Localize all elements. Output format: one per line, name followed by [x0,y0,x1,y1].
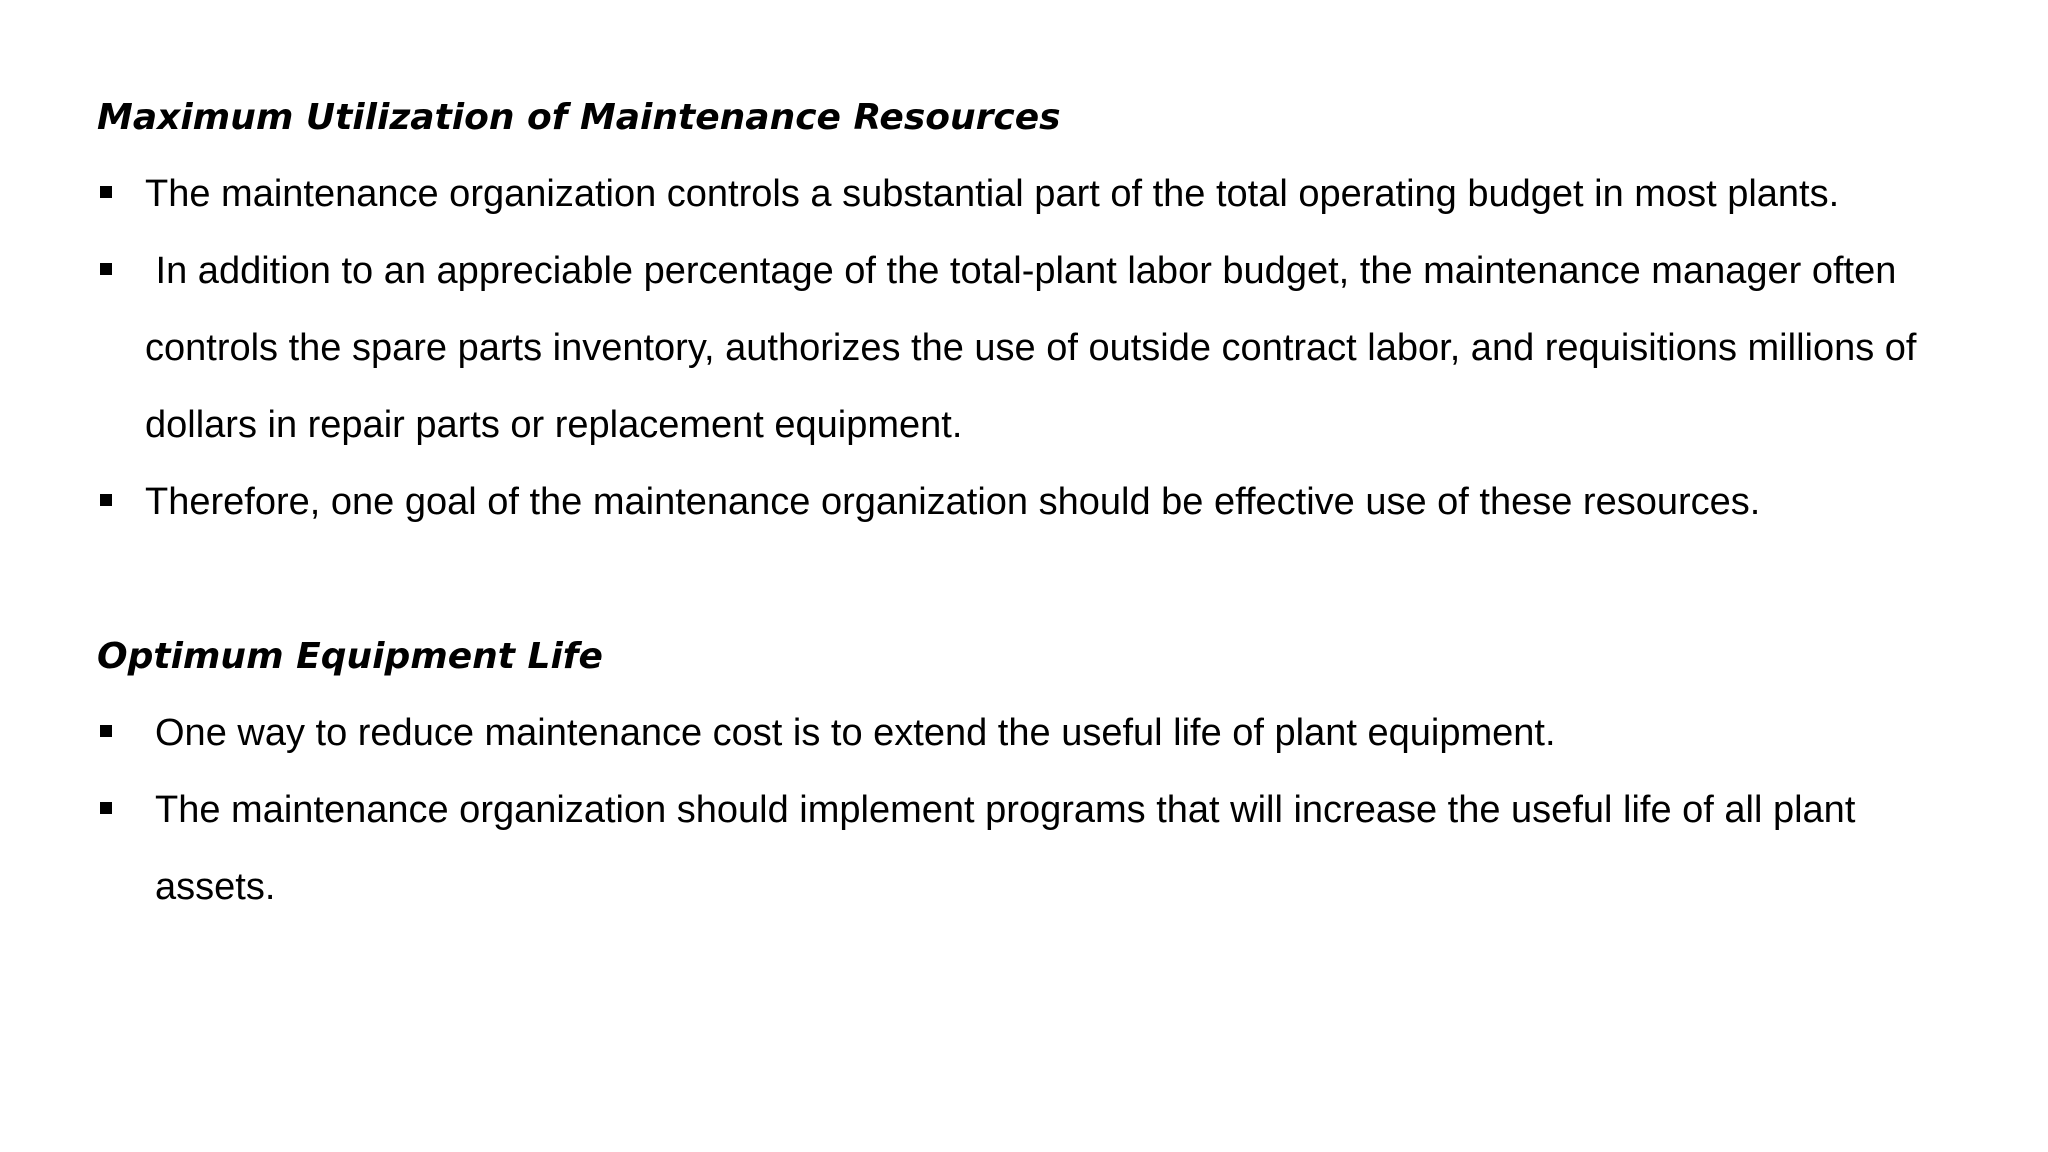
bullet-text-continuation: dollars in repair parts or replacement equipment. [145,404,963,446]
bullet-text: Therefore, one goal of the maintenance organization should be effective use of these resources. [145,481,1761,523]
square-bullet-icon [100,725,112,737]
section-heading-optimum-equipment-life: Optimum Equipment Life [97,636,603,677]
square-bullet-icon [100,802,112,814]
bullet-text: One way to reduce maintenance cost is to extend the useful life of plant equipment. [155,712,1556,754]
bullet-item [97,695,2027,772]
bullet-text: The maintenance organization should implement programs that will increase the useful life of all plant [155,789,1856,831]
bullet-text: In addition to an appreciable percentage of the total-plant labor budget, the maintenance manager often [145,250,1897,292]
bullet-item [97,156,2027,233]
square-bullet-icon [100,186,112,198]
square-bullet-icon [100,494,112,506]
bullet-item [97,233,2027,464]
bullet-text-continuation: controls the spare parts inventory, authorizes the use of outside contract labor, and requisitions millions of [145,327,1917,369]
section-heading-maximum-utilization: Maximum Utilization of Maintenance Resources [97,97,1061,138]
bullet-text: The maintenance organization controls a substantial part of the total operating budget in most plants. [145,173,1840,215]
bullet-text-continuation: assets. [155,866,276,908]
square-bullet-icon [100,263,112,275]
bullet-item [97,772,2027,926]
bullet-item [97,464,2027,541]
